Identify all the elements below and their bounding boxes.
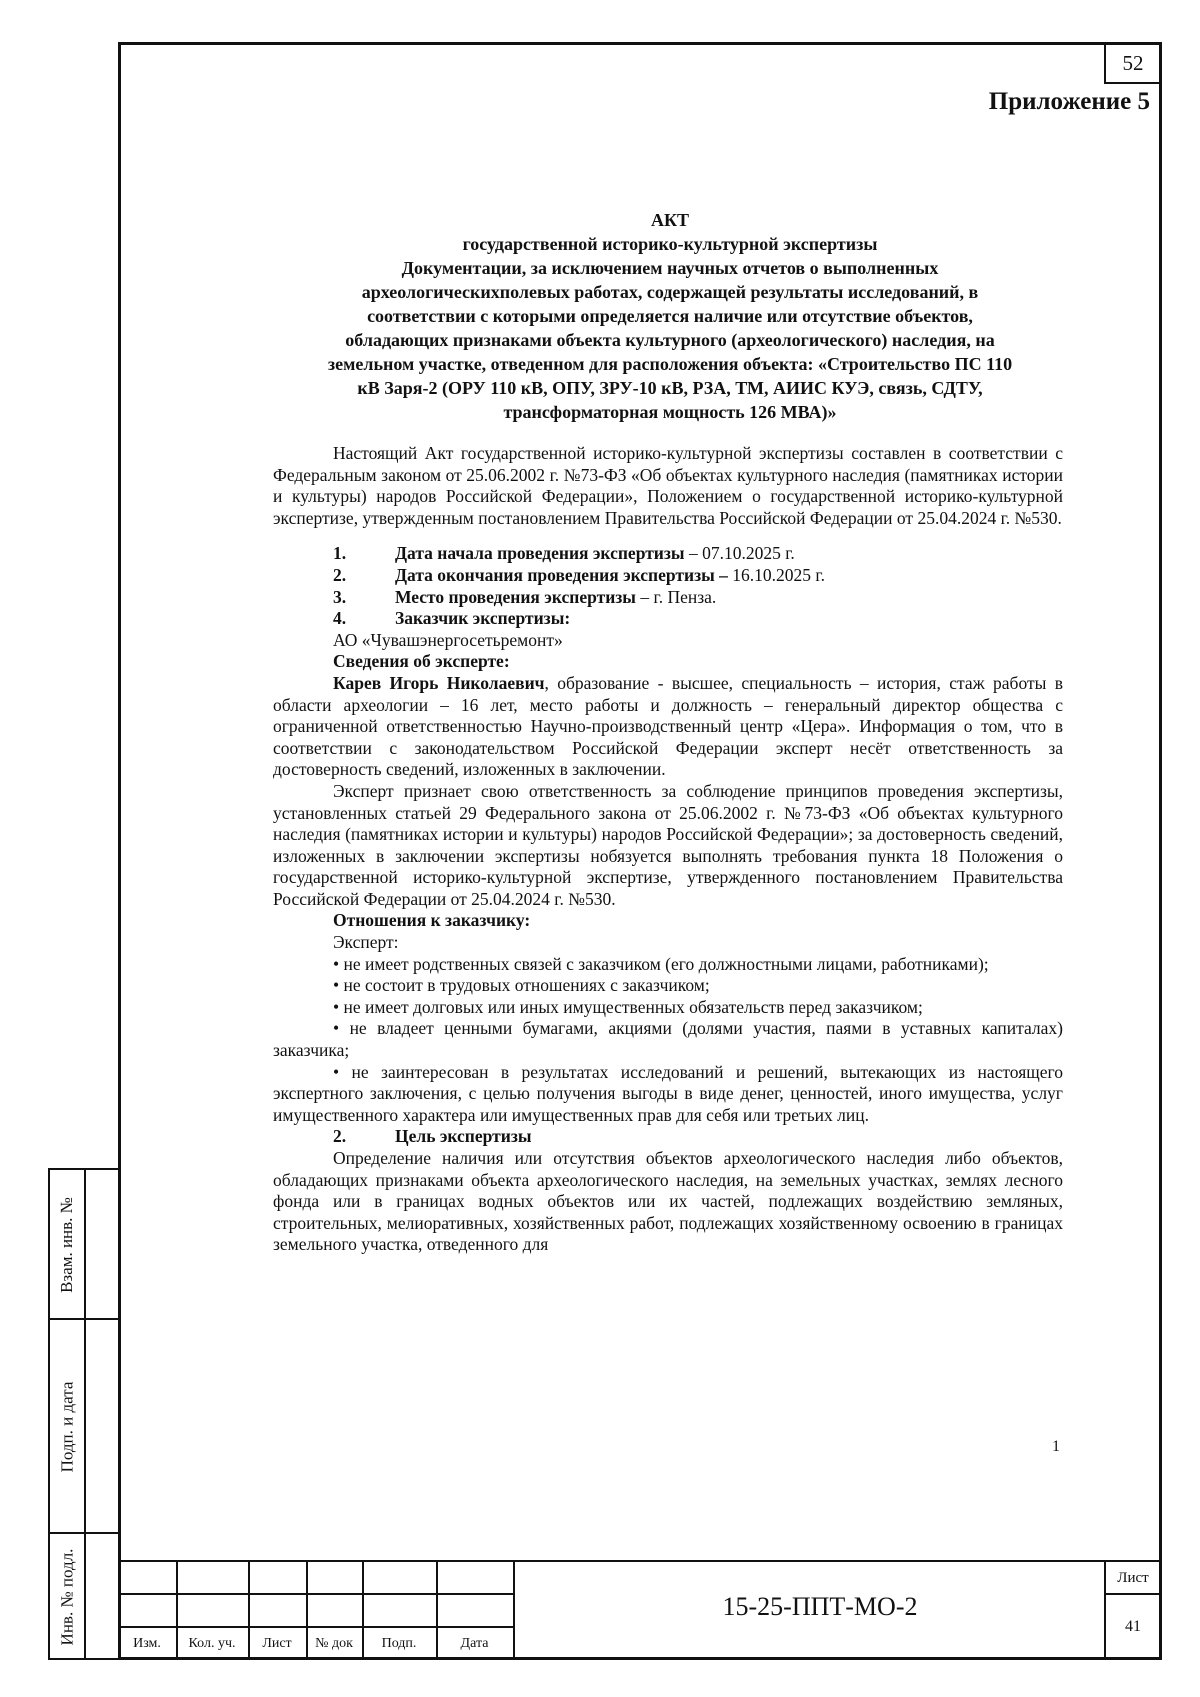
title-line: кВ Заря-2 (ОРУ 110 кВ, ОПУ, ЗРУ-10 кВ, РЗА, ТМ, АИИС КУЭ, связь, СДТУ, bbox=[357, 378, 983, 398]
document-code: 15-25-ППТ-МО-2 bbox=[722, 1592, 918, 1621]
list-item: 2. Дата окончания проведения экспертизы – 16.10.2025 г. bbox=[333, 564, 826, 585]
list-col-label: Лист bbox=[262, 1636, 292, 1651]
document-body bbox=[273, 443, 1063, 1256]
list-item: 4. Заказчик экспертизы: bbox=[333, 608, 571, 629]
title-line: археологическихполевых работах, содержащей результаты исследований, в bbox=[361, 282, 979, 302]
appendix-label: Приложение 5 bbox=[988, 88, 1150, 115]
podp-label: Подп. и дата bbox=[57, 1381, 77, 1473]
sheet-page-number: 1 bbox=[1052, 1438, 1060, 1455]
list-item: 3. Место проведения экспертизы – г. Пенза. bbox=[333, 586, 717, 607]
title-line: Документации, за исключением научных отчетов о выполненных bbox=[401, 258, 939, 278]
title-line: обладающих признаками объекта культурного (археологического) наследия, на bbox=[345, 330, 995, 350]
bullet-item: • не заинтересован в результатах исследований и решений, вытекающих из настоящего экспертного заключения, с целью получения выгоды в виде денег, ценностей, иного имущества, услуг имущественного характера или имущественных прав для себя или третьих лиц. bbox=[273, 1061, 1063, 1125]
title-line: государственной историко-культурной экспертизы bbox=[462, 234, 878, 254]
podp-col-label: Подп. bbox=[381, 1636, 417, 1651]
left-stamp bbox=[48, 1168, 118, 1660]
customer-name: АО «Чувашэнергосетьремонт» bbox=[333, 629, 563, 650]
vzam-label: Взам. инв. № bbox=[57, 1197, 76, 1293]
ndok-label: № док bbox=[315, 1636, 353, 1651]
expert-paragraph: Карев Игорь Николаевич, образование - высшее, специальность – история, стаж работы в области археологии – 16 лет, место работы и должность – генеральный директор общества с ограниченной ответственностью Научно-производственный центр «Цера». Информация о том, что в соответствии с законодательством Российской Федерации эксперт несёт ответственность за достоверность сведений, изложенных в заключении. bbox=[273, 672, 1063, 780]
goal-paragraph: Определение наличия или отсутствия объектов археологического наследия либо объектов, обладающих признаками объекта археологического наследия, на земельных участках, землях лесного фонда или в границах водных объектов или их частей, подлежащих воздействию земляных, строительных, мелиоративных, хозяйственных работ, подлежащих хозяйственному освоению в границах земельного участка, отведенного для bbox=[273, 1148, 1063, 1255]
expert-heading: Сведения об эксперте: bbox=[333, 651, 510, 672]
bullet-item: • не владеет ценными бумагами, акциями (долями участия, паями в уставных капиталах) заказчика; bbox=[273, 1018, 1063, 1061]
data-label: Дата bbox=[460, 1636, 489, 1651]
title-line: АКТ bbox=[650, 210, 690, 230]
responsibility-paragraph: Эксперт признает свою ответственность за соблюдение принципов проведения экспертизы, установленных статьей 29 Федерального закона от 25.06.2002 г. №73-ФЗ «Об объектах культурного наследия (памятниках истории и культуры) народов Российской Федерации»; за достоверность сведений, изложенных в заключении экспертизы нобязуется выполнять требования пункта 18 Положения о государственной историко-культурной экспертизе, утвержденного постановлением Правительства Российской Федерации от 25.04.2024 г. №530. bbox=[273, 780, 1063, 909]
sheet-label: Лист bbox=[1117, 1570, 1149, 1586]
kol-label: Кол. уч. bbox=[188, 1636, 236, 1651]
goal-heading: 2. Цель экспертизы bbox=[333, 1126, 532, 1147]
document-title bbox=[265, 208, 1075, 424]
bullet-item: • не имеет родственных связей с заказчиком (его должностными лицами, работниками); bbox=[333, 953, 989, 974]
page-number: 52 bbox=[1104, 42, 1162, 84]
title-line: земельном участке, отведенном для расположения объекта: «Строительство ПС 110 bbox=[327, 354, 1013, 374]
relations-heading: Отношения к заказчику: bbox=[333, 910, 531, 931]
inv-label: Инв. № подл. bbox=[57, 1548, 76, 1646]
izm-label: Изм. bbox=[133, 1636, 161, 1651]
relations-intro: Эксперт: bbox=[333, 932, 399, 953]
bullet-item: • не имеет долговых или иных имущественных обязательств перед заказчиком; bbox=[333, 996, 923, 1017]
title-line: трансформаторная мощность 126 МВА)» bbox=[503, 402, 837, 422]
bullet-item: • не состоит в трудовых отношениях с заказчиком; bbox=[333, 975, 710, 996]
title-line: соответствии с которыми определяется наличие или отсутствие объектов, bbox=[367, 306, 973, 326]
intro-paragraph: Настоящий Акт государственной историко-культурной экспертизы составлен в соответствии с Федеральным законом от 25.06.2002 г. №73-ФЗ «Об объектах культурного наследия (памятниках истории и культуры) народов Российской Федерации», Положением о государственной историко-культурной экспертизе, утвержденным постановлением Правительства Российской Федерации от 25.04.2024 г. №530. bbox=[273, 443, 1063, 528]
list-item: 1. Дата начала проведения экспертизы – 07.10.2025 г. bbox=[333, 543, 795, 564]
sheet-value: 41 bbox=[1125, 1618, 1141, 1635]
